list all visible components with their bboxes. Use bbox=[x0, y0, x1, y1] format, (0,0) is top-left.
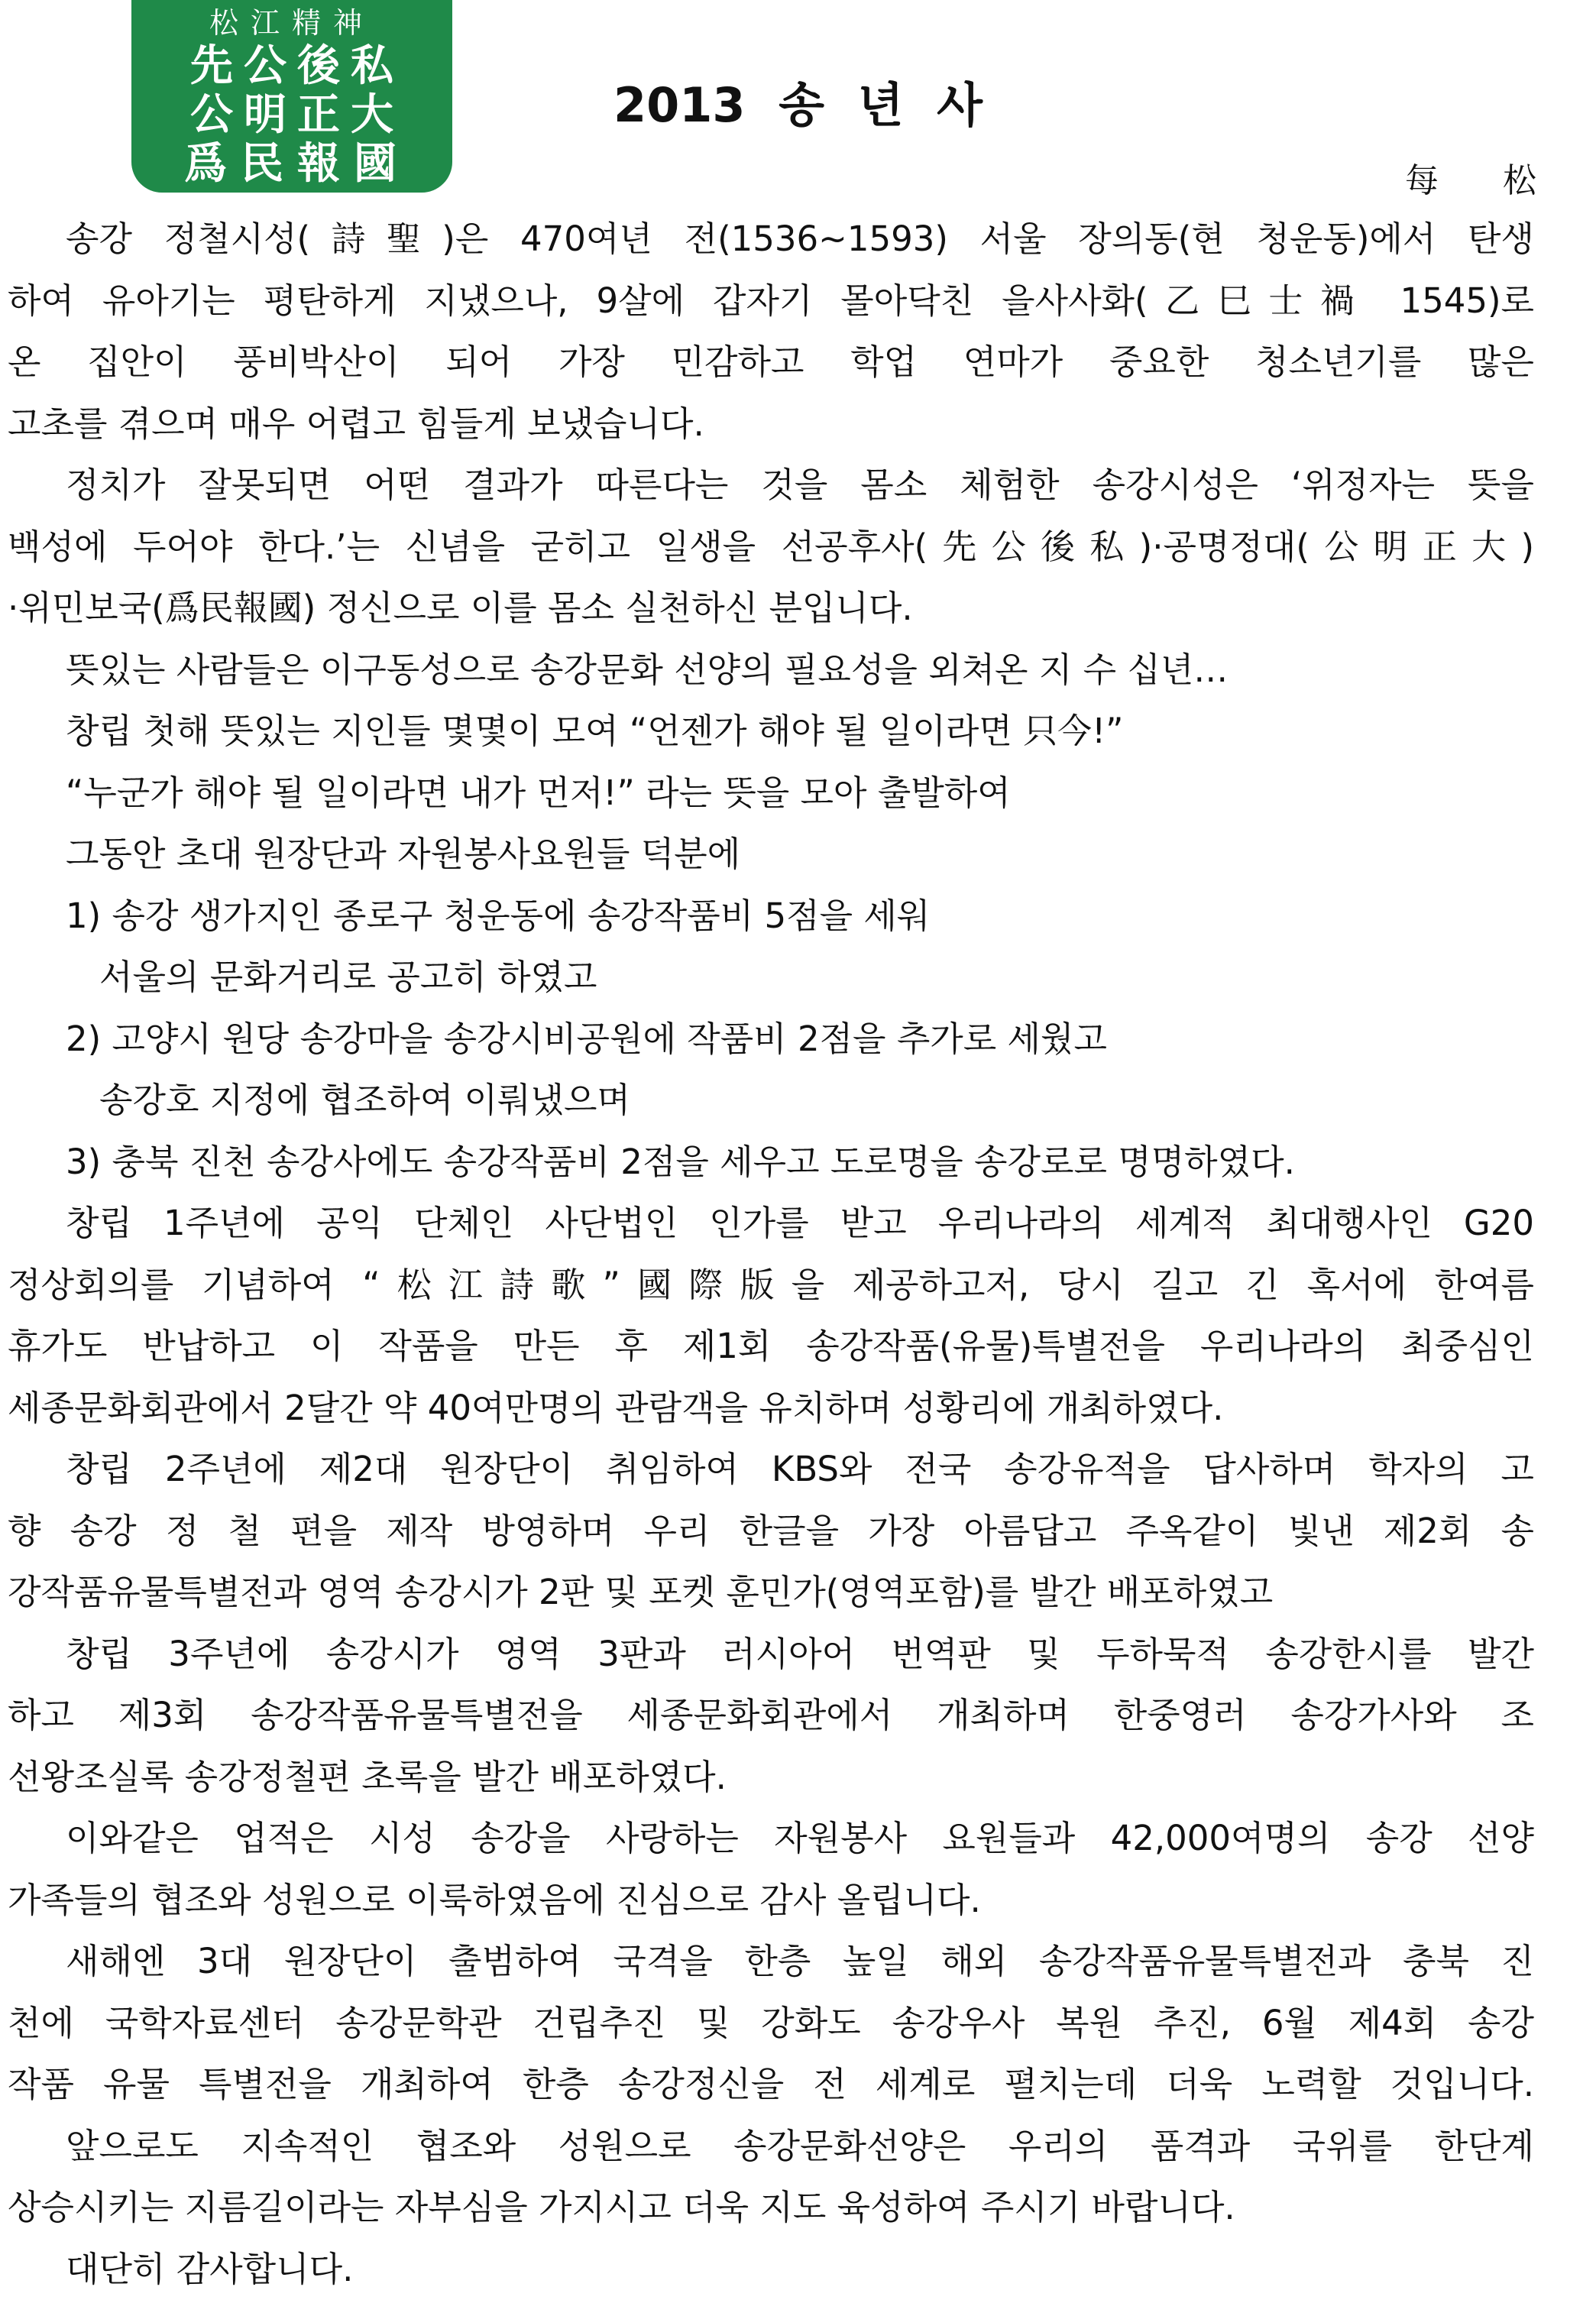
seal-motto-1: 先公後私 bbox=[150, 41, 434, 90]
body-line: 휴가도 반납하고 이 작품을 만든 후 제1회 송강작품(유물)특별전을 우리나라의 최중심인 bbox=[8, 1316, 1534, 1378]
body-line: 천에 국학자료센터 송강문학관 건립추진 및 강화도 송강우사 복원 추진, 6월 제4회 송강 bbox=[8, 1993, 1534, 2055]
body-line: 세종문화회관에서 2달간 약 40여만명의 관람객을 유치하며 성황리에 개최하였다. bbox=[8, 1378, 1534, 1440]
body-line: “누군가 해야 될 일이라면 내가 먼저!” 라는 뜻을 모아 출발하여 bbox=[8, 763, 1534, 824]
body-line: 강작품유물특별전과 영역 송강시가 2판 및 포켓 훈민가(영역포함)를 발간 배포하였고 bbox=[8, 1562, 1534, 1624]
body-line: 하여 유아기는 평탄하게 지냈으나, 9살에 갑자기 몰아닥친 을사사화(乙巳士禍 1545)로 bbox=[8, 270, 1534, 332]
closing-line: 대단히 감사합니다. bbox=[8, 2239, 1534, 2300]
document-body bbox=[8, 209, 1534, 2300]
body-line: 하고 제3회 송강작품유물특별전을 세종문화회관에서 개최하며 한중영러 송강가사와 조 bbox=[8, 1685, 1534, 1747]
body-line: ·위민보국(爲民報國) 정신으로 이를 몸소 실천하신 분입니다. bbox=[8, 578, 1534, 640]
body-line: 상승시키는 지름길이라는 자부심을 가지시고 더욱 지도 육성하여 주시기 바랍니다. bbox=[8, 2177, 1534, 2239]
list-item: 2) 고양시 원당 송강마을 송강시비공원에 작품비 2점을 추가로 세웠고 bbox=[8, 1009, 1534, 1071]
body-line: 그동안 초대 원장단과 자원봉사요원들 덕분에 bbox=[8, 824, 1534, 886]
body-line: 백성에 두어야 한다.’는 신념을 굳히고 일생을 선공후사(先公後私)·공명정대(公明正大) bbox=[8, 517, 1534, 578]
seal-motto-3: 爲民報國 bbox=[150, 139, 434, 188]
author-name: 每 松 bbox=[1405, 153, 1536, 202]
list-item-continuation: 서울의 문화거리로 공고히 하였고 bbox=[8, 947, 1534, 1009]
body-line: 정상회의를 기념하여 “松江詩歌”國際版을 제공하고저, 당시 길고 긴 혹서에 한여름 bbox=[8, 1255, 1534, 1317]
body-line: 새해엔 3대 원장단이 출범하여 국격을 한층 높일 해외 송강작품유물특별전과 충북 진 bbox=[8, 1931, 1534, 1993]
body-line: 선왕조실록 송강정철편 초록을 발간 배포하였다. bbox=[8, 1747, 1534, 1809]
body-line: 창립 첫해 뜻있는 지인들 몇몇이 모여 “언젠가 해야 될 일이라면 只今!” bbox=[8, 701, 1534, 763]
page-title: 2013 송 년 사 bbox=[0, 67, 1596, 135]
body-line: 앞으로도 지속적인 협조와 성원으로 송강문화선양은 우리의 품격과 국위를 한단계 bbox=[8, 2116, 1534, 2178]
seal-motto-2: 公明正大 bbox=[150, 90, 434, 139]
body-line: 향 송강 정 철 편을 제작 방영하며 우리 한글을 가장 아름답고 주옥같이 빛낸 제2회 송 bbox=[8, 1501, 1534, 1563]
body-line: 창립 1주년에 공익 단체인 사단법인 인가를 받고 우리나라의 세계적 최대행사인 G20 bbox=[8, 1193, 1534, 1255]
list-item: 1) 송강 생가지인 종로구 청운동에 송강작품비 5점을 세워 bbox=[8, 886, 1534, 948]
body-line: 창립 3주년에 송강시가 영역 3판과 러시아어 번역판 및 두하묵적 송강한시를 발간 bbox=[8, 1624, 1534, 1686]
body-line: 가족들의 협조와 성원으로 이룩하였음에 진심으로 감사 올립니다. bbox=[8, 1870, 1534, 1932]
body-line: 작품 유물 특별전을 개최하여 한층 송강정신을 전 세계로 펼치는데 더욱 노력할 것입니다. bbox=[8, 2054, 1534, 2116]
body-line: 이와같은 업적은 시성 송강을 사랑하는 자원봉사 요원들과 42,000여명의 송강 선양 bbox=[8, 1808, 1534, 1870]
body-line: 창립 2주년에 제2대 원장단이 취임하여 KBS와 전국 송강유적을 답사하며 학자의 고 bbox=[8, 1439, 1534, 1501]
body-line: 고초를 겪으며 매우 어렵고 힘들게 보냈습니다. bbox=[8, 394, 1534, 455]
body-line: 송강 정철시성(詩聖)은 470여년 전(1536~1593) 서울 장의동(현 청운동)에서 탄생 bbox=[8, 209, 1534, 270]
list-item-continuation: 송강호 지정에 협조하여 이뤄냈으며 bbox=[8, 1070, 1534, 1132]
seal-heading: 松江精神 bbox=[150, 5, 434, 41]
body-line: 온 집안이 풍비박산이 되어 가장 민감하고 학업 연마가 중요한 청소년기를 많은 bbox=[8, 332, 1534, 394]
list-item: 3) 충북 진천 송강사에도 송강작품비 2점을 세우고 도로명을 송강로로 명명하였다. bbox=[8, 1132, 1534, 1194]
body-line: 뜻있는 사람들은 이구동성으로 송강문화 선양의 필요성을 외쳐온 지 수 십년… bbox=[8, 640, 1534, 701]
body-line: 정치가 잘못되면 어떤 결과가 따른다는 것을 몸소 체험한 송강시성은 ‘위정자는 뜻을 bbox=[8, 455, 1534, 517]
